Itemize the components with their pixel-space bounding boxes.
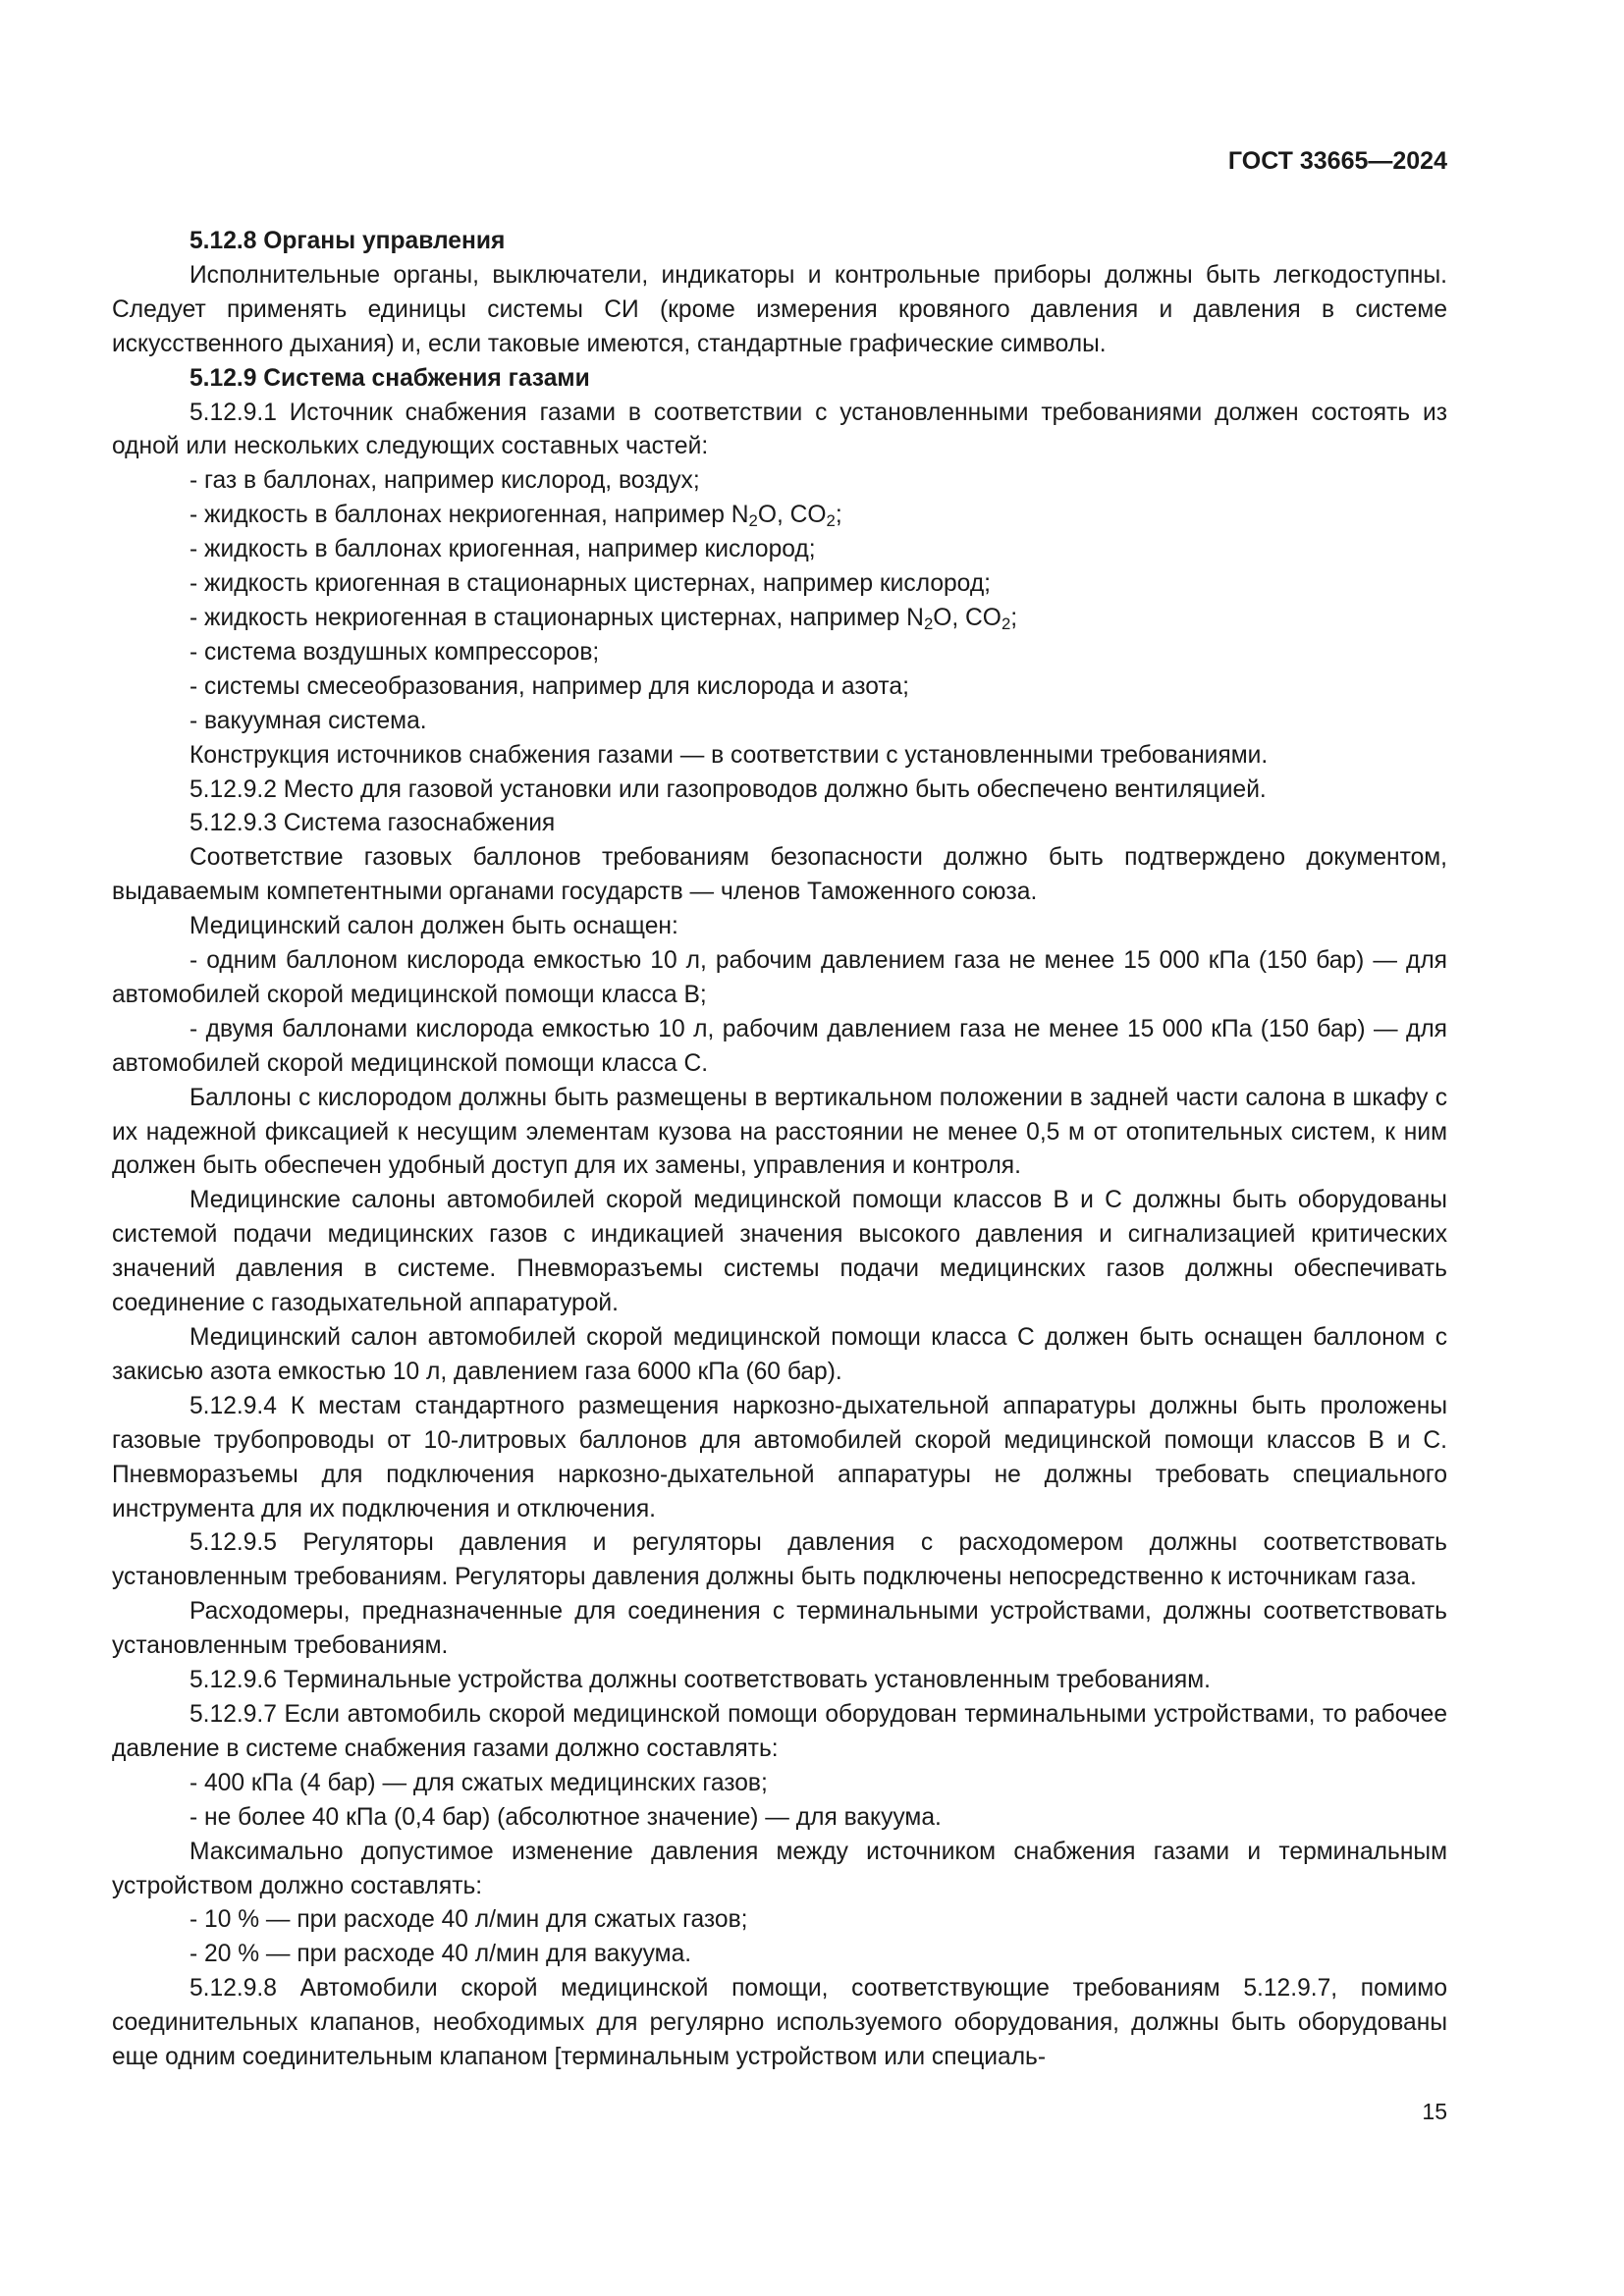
- list-item: - жидкость криогенная в стационарных цистернах, например кислород;: [189, 570, 992, 598]
- subscript: 2: [826, 511, 836, 531]
- paragraph: 5.12.9.2 Место для газовой установки или газопроводов должно быть обеспечено вентиляцией.: [189, 775, 1267, 803]
- list-item: - 10 % — при расходе 40 л/мин для сжатых газов;: [189, 1906, 748, 1934]
- list-item-text: - жидкость некриогенная в стационарных цистернах, например N: [189, 604, 924, 631]
- section-heading-5-12-8: 5.12.8 Органы управления: [189, 228, 506, 254]
- list-item: - 20 % — при расходе 40 л/мин для вакуума.: [189, 1941, 692, 1968]
- paragraph: Конструкция источников снабжения газами — в соответствии с установленными требованиями.: [189, 741, 1269, 769]
- paragraph: Соответствие газовых баллонов требованиям безопасности должно быть подтверждено документом, выдаваемым компетентными органами государств — членов Таможенного союза.: [112, 844, 1447, 906]
- paragraph: Расходомеры, предназначенные для соединения с терминальными устройствами, должны соответствовать установленным требованиям.: [112, 1598, 1447, 1660]
- list-item: - 400 кПа (4 бар) — для сжатых медицинских газов;: [189, 1769, 768, 1796]
- subscript: 2: [1001, 614, 1011, 634]
- paragraph: 5.12.9.7 Если автомобиль скорой медицинской помощи оборудован терминальными устройствами, то рабочее давление в системе снабжения газами должно составлять:: [112, 1700, 1447, 1762]
- list-item: - система воздушных компрессоров;: [189, 638, 600, 666]
- paragraph: Исполнительные органы, выключатели, индикаторы и контрольные приборы должны быть легкодоступны. Следует применять единицы системы СИ (кроме измерения кровяного давления и давления в системе искусственного дыхания) и, если таковые имеются, стандартные графические символы.: [112, 261, 1447, 357]
- paragraph: 5.12.9.1 Источник снабжения газами в соответствии с установленными требованиями должен состоять из одной или нескольких следующих составных частей:: [112, 399, 1447, 460]
- subscript: 2: [923, 614, 934, 634]
- paragraph: 5.12.9.4 К местам стандартного размещения наркозно-дыхательной аппаратуры должны быть проложены газовые трубопроводы от 10-литровых баллонов для автомобилей скорой медицинской помощи классов В и С. Пневморазъемы для подключения наркозно-дыхательной аппаратуры не должны требовать специального инструмента для их подключения и отключения.: [112, 1392, 1447, 1522]
- subscript: 2: [748, 511, 758, 531]
- list-item: - жидкость в баллонах криогенная, например кислород;: [189, 536, 816, 563]
- paragraph: Медицинские салоны автомобилей скорой медицинской помощи классов В и С должны быть оборудованы системой подачи медицинских газов с индикацией значения высокого давления и сигнализацией критических значений давления в системе. Пневморазъемы системы подачи медицинских газов должны обеспечивать соединение с газодыхательной аппаратурой.: [112, 1187, 1447, 1317]
- paragraph: 5.12.9.8 Автомобили скорой медицинской помощи, соответствующие требованиям 5.12.9.7, помимо соединительных клапанов, необходимых для регулярно используемого оборудования, должны быть оборудованы еще одним соединительным клапаном [терминальным устройством или специаль-: [112, 1975, 1447, 2071]
- list-item-text: ;: [835, 502, 842, 529]
- list-item: - не более 40 кПа (0,4 бар) (абсолютное значение) — для вакуума.: [189, 1803, 942, 1831]
- paragraph: Медицинский салон должен быть оснащен:: [189, 913, 678, 940]
- paragraph: 5.12.9.5 Регуляторы давления и регуляторы давления с расходомером должны соответствовать установленным требованиям. Регуляторы давления должны быть подключены непосредственно к источникам газа.: [112, 1529, 1447, 1591]
- list-item-text: O, CO: [757, 502, 827, 529]
- list-item: [112, 499, 1447, 533]
- list-item: - вакуумная система.: [189, 707, 427, 734]
- document-body: [112, 225, 1447, 2075]
- paragraph: Максимально допустимое изменение давления между источником снабжения газами и терминальным устройством должно составлять:: [112, 1838, 1447, 1899]
- paragraph: Баллоны с кислородом должны быть размещены в вертикальном положении в задней части салона в шкафу с их надежной фиксацией к несущим элементам кузова на расстоянии не менее 0,5 м от отопительных систем, к ним должен быть обеспечен удобный доступ для их замены, управления и контроля.: [112, 1084, 1447, 1180]
- list-item-text: - жидкость в баллонах некриогенная, например N: [189, 502, 749, 529]
- paragraph: Медицинский салон автомобилей скорой медицинской помощи класса С должен быть оснащен баллоном с закисью азота емкостью 10 л, давлением газа 6000 кПа (60 бар).: [112, 1324, 1447, 1385]
- list-item: - двумя баллонами кислорода емкостью 10 л, рабочим давлением газа не менее 15 000 кПа (150 бар) — для автомобилей скорой медицинской помощи класса С.: [112, 1015, 1447, 1077]
- list-item-text: ;: [1010, 604, 1018, 631]
- list-item: - одним баллоном кислорода емкостью 10 л, рабочим давлением газа не менее 15 000 кПа (150 бар) — для автомобилей скорой медицинской помощи класса В;: [112, 947, 1447, 1008]
- section-heading-5-12-9: 5.12.9 Система снабжения газами: [189, 364, 590, 392]
- paragraph: 5.12.9.3 Система газоснабжения: [189, 810, 556, 837]
- list-item: [112, 602, 1447, 636]
- document-header: ГОСТ 33665—2024: [1227, 147, 1447, 175]
- list-item: - системы смесеобразования, например для кислорода и азота;: [189, 672, 909, 700]
- page-number: 15: [1422, 2099, 1447, 2124]
- list-item-text: O, CO: [933, 604, 1001, 631]
- list-item: - газ в баллонах, например кислород, воздух;: [189, 467, 700, 495]
- paragraph: 5.12.9.6 Терминальные устройства должны соответствовать установленным требованиям.: [189, 1667, 1211, 1694]
